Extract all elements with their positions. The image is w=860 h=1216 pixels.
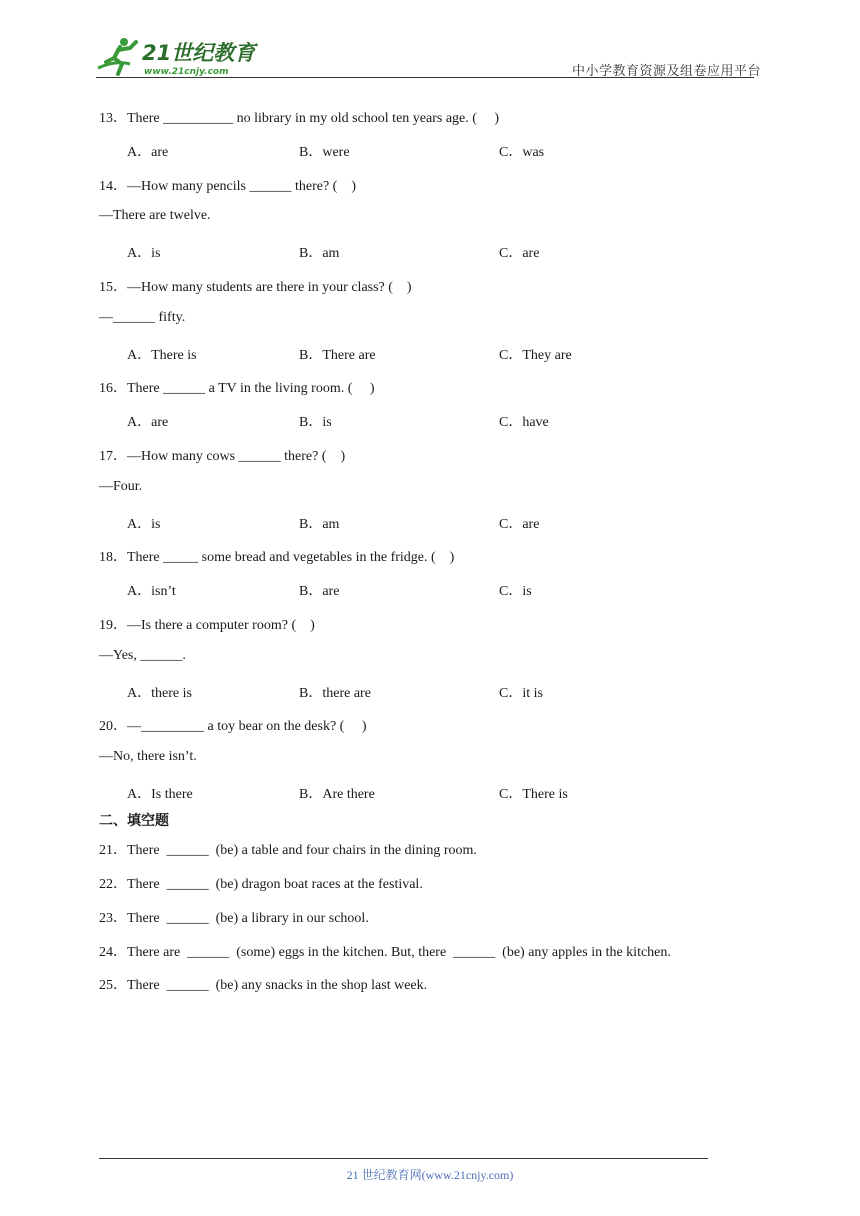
question-15-response: —______ fifty. [99,310,186,325]
question-14-response: —There are twelve. [99,208,211,223]
question-13-stem: 13．There __________ no library in my old school ten years age. ( ) [99,111,500,126]
question-20-option-a: A．Is there [127,787,193,802]
header-divider [96,77,754,78]
question-15-option-c: C．They are [499,348,572,363]
question-14-option-c: C．are [499,246,540,261]
question-16-option-a: A．are [127,415,169,430]
question-25: 25．There ______ (be) any snacks in the shop last week. [99,978,428,993]
question-13-option-c: C．was [499,145,545,160]
question-16-option-c: C．have [499,415,549,430]
logo-text: 21世纪教育 [142,41,256,65]
question-15-option-a: A．There is [127,348,197,363]
question-24: 24．There are ______ (some) eggs in the kitchen. But, there ______ (be) any apples in the kitchen. [99,945,671,960]
footer-divider [99,1158,708,1159]
question-16-option-b: B．is [299,415,332,430]
question-19-option-a: A．there is [127,686,192,701]
question-17-option-b: B．am [299,517,340,532]
site-name: 中小学教育资源及组卷应用平台 [572,64,762,79]
question-19-option-b: B．there are [299,686,371,701]
question-18-option-a: A．isn’t [127,584,176,599]
logo-subtext: www.21cnjy.com [144,67,229,77]
question-17-option-c: C．are [499,517,540,532]
footer-text: 21 世纪教育网(www.21cnjy.com) [346,1168,514,1182]
question-15-stem: 15．—How many students are there in your class? ( ) [99,280,412,295]
question-20-option-b: B．Are there [299,787,375,802]
question-18-option-b: B．are [299,584,340,599]
question-19-stem: 19．—Is there a computer room? ( ) [99,618,315,633]
question-17-option-a: A．is [127,517,161,532]
site-logo [96,34,266,78]
question-20-response: —No, there isn’t. [99,749,197,764]
question-19-response: —Yes, ______. [99,648,186,663]
section-title-fill-in: 二、填空题 [99,813,169,829]
question-13-option-b: B．were [299,145,350,160]
question-20-option-c: C．There is [499,787,568,802]
question-20-stem: 20．—_________ a toy bear on the desk? ( ) [99,719,367,734]
question-23: 23．There ______ (be) a library in our school. [99,911,369,926]
question-21: 21．There ______ (be) a table and four chairs in the dining room. [99,843,477,858]
question-18-stem: 18．There _____ some bread and vegetables in the fridge. ( ) [99,550,455,565]
question-17-response: —Four. [99,479,143,494]
question-19-option-c: C．it is [499,686,543,701]
question-17-stem: 17．—How many cows ______ there? ( ) [99,449,346,464]
question-18-option-c: C．is [499,584,532,599]
question-16-stem: 16．There ______ a TV in the living room. ( ) [99,381,375,396]
question-14-option-a: A．is [127,246,161,261]
question-14-stem: 14．—How many pencils ______ there? ( ) [99,179,356,194]
question-13-option-a: A．are [127,145,169,160]
page-header [0,0,860,80]
question-15-option-b: B．There are [299,348,376,363]
question-14-option-b: B．am [299,246,340,261]
question-22: 22．There ______ (be) dragon boat races at the festival. [99,877,423,892]
